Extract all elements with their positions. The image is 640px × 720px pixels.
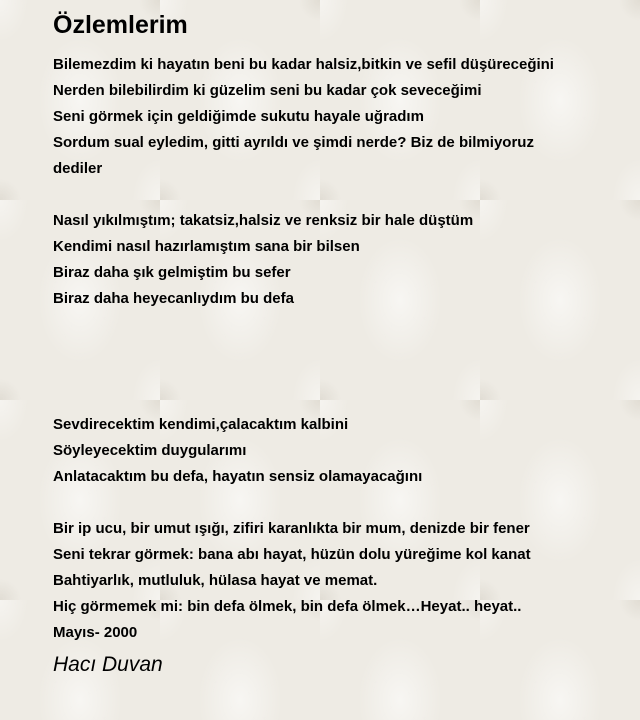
poem-line: Sordum sual eyledim, gitti ayrıldı ve şimdi nerde? Biz de bilmiyoruz dediler: [53, 134, 534, 177]
poet-name: Hacı Duvan: [53, 653, 163, 676]
stanza-3: [53, 412, 623, 490]
poem-line: Nerden bilebilirdim ki güzelim seni bu kadar çok seveceğimi: [53, 82, 482, 99]
poem-page: [53, 10, 623, 678]
poem-line: Bahtiyarlık, mutluluk, hülasa hayat ve memat.: [53, 572, 378, 589]
poem-line: Bir ip ucu, bir umut ışığı, zifiri karanlıkta bir mum, denizde bir fener: [53, 520, 530, 537]
poem-line: Seni görmek için geldiğimde sukutu hayale uğradım: [53, 108, 424, 125]
poem-line: Biraz daha heyecanlıydım bu defa: [53, 290, 294, 307]
stanza-spacer: [53, 490, 623, 516]
stanza-spacer: [53, 182, 623, 208]
stanza-4: [53, 516, 623, 620]
poem-line: Seni tekrar görmek: bana abı hayat, hüzün dolu yüreğime kol kanat: [53, 546, 531, 563]
poem-body: [53, 52, 623, 678]
stanza-1: [53, 52, 623, 182]
poem-line: Söyleyecektim duygularımı: [53, 442, 247, 459]
poem-line: Hiç görmemek mi: bin defa ölmek, bin defa ölmek…Heyat.. heyat..: [53, 598, 522, 615]
stanza-spacer: [53, 312, 623, 412]
poem-line: Sevdirecektim kendimi,çalacaktım kalbini: [53, 416, 349, 433]
poem-line: Biraz daha şık gelmiştim bu sefer: [53, 264, 291, 281]
stanza-2: [53, 208, 623, 312]
poem-line: Anlatacaktım bu defa, hayatın sensiz olamayacağını: [53, 468, 423, 485]
poem-line: Bilemezdim ki hayatın beni bu kadar halsiz,bitkin ve sefil düşüreceğini: [53, 56, 554, 73]
poem-line: Kendimi nasıl hazırlamıştım sana bir bilsen: [53, 238, 360, 255]
poem-line: Nasıl yıkılmıştım; takatsiz,halsiz ve renksiz bir hale düştüm: [53, 212, 474, 229]
poem-title: Özlemlerim: [53, 11, 188, 39]
poem-date: Mayıs- 2000: [53, 624, 138, 641]
